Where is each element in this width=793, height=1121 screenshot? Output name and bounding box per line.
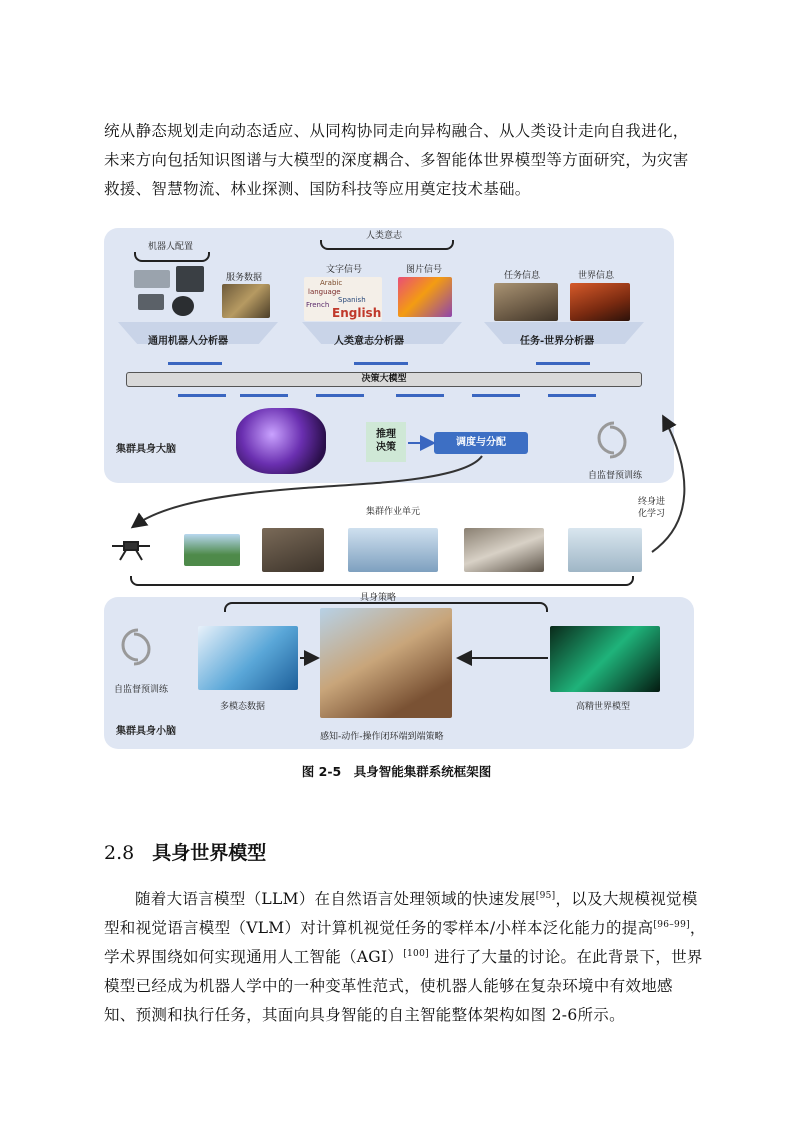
- paragraph-line: 救援、智慧物流、林业探测、国防科技等应用奠定技术基础。: [104, 180, 531, 198]
- text-run: 随着大语言模型（LLM）在自然语言处理领域的快速发展: [135, 890, 536, 908]
- paragraph-line: [104, 885, 698, 914]
- word-cloud-word: Arabic: [320, 279, 343, 287]
- word-cloud-word: French: [306, 301, 330, 309]
- paragraph-line: [104, 914, 706, 943]
- text-run: 进行了大量的讨论。在此背景下，世界: [428, 948, 703, 966]
- citation[interactable]: [95]: [535, 891, 556, 901]
- human-intent-label: 人类意志: [366, 231, 403, 241]
- intro-paragraph: [104, 117, 694, 204]
- closed-loop-label: 感知-动作-操作闭环端到端策略: [320, 732, 444, 742]
- text-run: 学术界围绕如何实现通用人工智能（AGI）: [104, 948, 404, 966]
- swarm-unit-label: 集群作业单元: [366, 507, 421, 517]
- decision-model-bar: 决策大模型: [126, 372, 642, 387]
- arrow: [134, 456, 482, 526]
- brain-label: 集群具身大脑: [116, 444, 176, 455]
- task-info-label: 任务信息: [504, 271, 541, 281]
- word-cloud-word: language: [308, 288, 341, 296]
- text-run: ，以及大规模视觉模: [555, 890, 698, 908]
- paragraph-line: 模型已经成为机器人学中的一种变革性范式，使机器人能够在复杂环境中有效地感: [104, 977, 673, 995]
- text-run: ，: [689, 919, 706, 937]
- embodied-policy-label: 具身策略: [360, 593, 397, 603]
- figure-arrows: [104, 222, 692, 752]
- multimodal-label: 多模态数据: [220, 702, 266, 712]
- self-supervised-top-label: 自监督预训练: [588, 471, 643, 481]
- paragraph-line: 知、预测和执行任务，其面向具身智能的自主智能整体架构如图 2-6所示。: [104, 1006, 625, 1024]
- lifelong-learning-label: 终身进 化学习: [638, 497, 666, 519]
- arrow: [652, 418, 684, 552]
- cerebellum-label: 集群具身小脑: [116, 726, 176, 737]
- citation[interactable]: [100]: [403, 949, 429, 959]
- dispatch-box: 调度与分配: [434, 432, 528, 454]
- world-info-label: 世界信息: [578, 271, 615, 281]
- figure-caption: 图 2-5 具身智能集群系统框架图: [301, 764, 492, 779]
- text-signal-label: 文字信号: [326, 265, 363, 275]
- body-paragraph: [104, 885, 706, 1030]
- word-cloud-word: English: [332, 306, 382, 320]
- paragraph-line: 统从静态规划走向动态适应、从同构协同走向异构融合、从人类设计走向自我进化，: [104, 122, 689, 140]
- section-heading: [104, 838, 266, 865]
- text-run: 型和视觉语言模型（VLM）对计算机视觉任务的零样本/小样本泛化能力的提高: [104, 919, 654, 937]
- citation[interactable]: [96–99]: [653, 920, 690, 930]
- framework-figure: [104, 222, 692, 752]
- intent-analyzer-label: 人类意志分析器: [334, 336, 404, 347]
- reasoning-label: 推理 决策: [376, 429, 396, 453]
- image-signal-label: 图片信号: [406, 265, 443, 275]
- task-analyzer-label: 任务-世界分析器: [520, 336, 595, 347]
- service-data-label: 服务数据: [226, 273, 263, 283]
- paragraph-line: 未来方向包括知识图谱与大模型的深度耦合、多智能体世界模型等方面研究，为灾害: [104, 151, 689, 169]
- drone-icon: [112, 542, 150, 560]
- robot-analyzer-label: 通用机器人分析器: [148, 336, 228, 347]
- self-supervised-bottom-label: 自监督预训练: [114, 685, 169, 695]
- word-cloud-word: Spanish: [338, 296, 366, 304]
- robot-config-label: 机器人配置: [148, 242, 194, 252]
- paragraph-line: [104, 943, 703, 972]
- section-title: 具身世界模型: [152, 842, 267, 864]
- world-model-label: 高精世界模型: [576, 702, 631, 712]
- section-number: 2.8: [104, 842, 135, 864]
